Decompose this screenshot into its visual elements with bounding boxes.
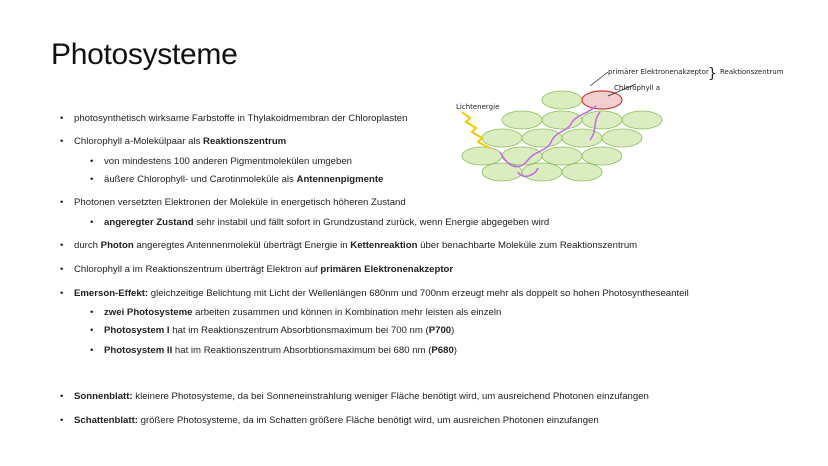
bullet-item — [104, 217, 549, 229]
text: ) — [453, 345, 457, 356]
curly-brace: } — [708, 66, 717, 82]
bullet-item — [74, 240, 637, 252]
label-light-energy: Lichtenergie — [456, 103, 500, 111]
bullet-item — [74, 197, 406, 209]
bold-text: P680 — [431, 345, 454, 356]
label-reaction-center: Reaktionszentrum — [720, 68, 784, 76]
bullet-item — [74, 391, 649, 403]
bullet-item — [104, 156, 352, 168]
text: größere Photosysteme, da im Schatten größere Fläche benötigt wird, um ausreichen Photonen einzufangen — [137, 415, 599, 426]
text: über benachbarte Moleküle zum Reaktionszentrum — [417, 240, 638, 251]
bullet-item — [104, 174, 383, 186]
text: Chlorophyll a im Reaktionszentrum überträgt Elektron auf — [74, 264, 321, 275]
bold-text: Reaktionszentrum — [203, 136, 287, 147]
text: photosynthetisch wirksame Farbstoffe in Thylakoidmembran der Chloroplasten — [74, 113, 408, 124]
bold-text: Antennenpigmente — [296, 174, 384, 185]
bold-text: Sonnenblatt: — [74, 391, 133, 402]
page-title: Photosysteme — [51, 38, 238, 71]
label-acceptor: primärer Elektronenakzeptor — [608, 68, 709, 76]
bold-text: Photosystem I — [104, 325, 170, 336]
text: Chlorophyll a-Molekülpaar als — [74, 136, 204, 147]
bullet-item — [74, 288, 689, 300]
bold-text: Kettenreaktion — [350, 240, 418, 251]
bold-text: zwei Photosysteme — [104, 307, 193, 318]
text: kleinere Photosysteme, da bei Sonneneinstrahlung weniger Fläche benötigt wird, um ausreichend Photonen einzufangen — [132, 391, 649, 402]
text: hat im Reaktionszentrum Absorbtionsmaximum bei 700 nm ( — [169, 325, 429, 336]
bullet-item — [104, 345, 457, 357]
text: sehr instabil und fällt sofort in Grundzustand zurück, wenn Energie abgegeben wird — [193, 217, 550, 228]
text: von mindestens 100 anderen Pigmentmolekülen umgeben — [104, 156, 352, 167]
text: hat im Reaktionszentrum Absorbtionsmaximum bei 680 nm ( — [172, 345, 432, 356]
text: durch — [74, 240, 101, 251]
bold-text: P700 — [428, 325, 452, 336]
text: Photonen versetzten Elektronen der Moleküle in energetisch höheren Zustand — [74, 197, 406, 208]
bullet-item — [74, 415, 599, 427]
bold-text: Emerson-Effekt: — [74, 288, 149, 299]
text: gleichzeitige Belichtung mit Licht der Wellenlängen 680nm und 700nm erzeugt mehr als doppelt so hohen Photosyntheseanteil — [148, 288, 689, 299]
text: angeregtes Antennenmolekül überträgt Energie in — [133, 240, 351, 251]
label-chlorophyll: Chlorophyll a — [614, 84, 660, 92]
bullet-item — [104, 325, 454, 337]
bold-text: primären Elektronenakzeptor — [320, 264, 454, 275]
bullet-item — [74, 264, 453, 276]
text: arbeiten zusammen und können in Kombination mehr leisten als einzeln — [192, 307, 502, 318]
bullet-item — [74, 113, 407, 125]
bold-text: Photosystem II — [104, 345, 173, 356]
bullet-item — [104, 307, 501, 319]
text: äußere Chlorophyll- und Carotinmoleküle als — [104, 174, 297, 185]
bullet-item — [74, 136, 286, 148]
text: ) — [451, 325, 455, 336]
bold-text: angeregter Zustand — [104, 217, 194, 228]
bold-text: Schattenblatt: — [74, 415, 138, 426]
bold-text: Photon — [100, 240, 134, 251]
